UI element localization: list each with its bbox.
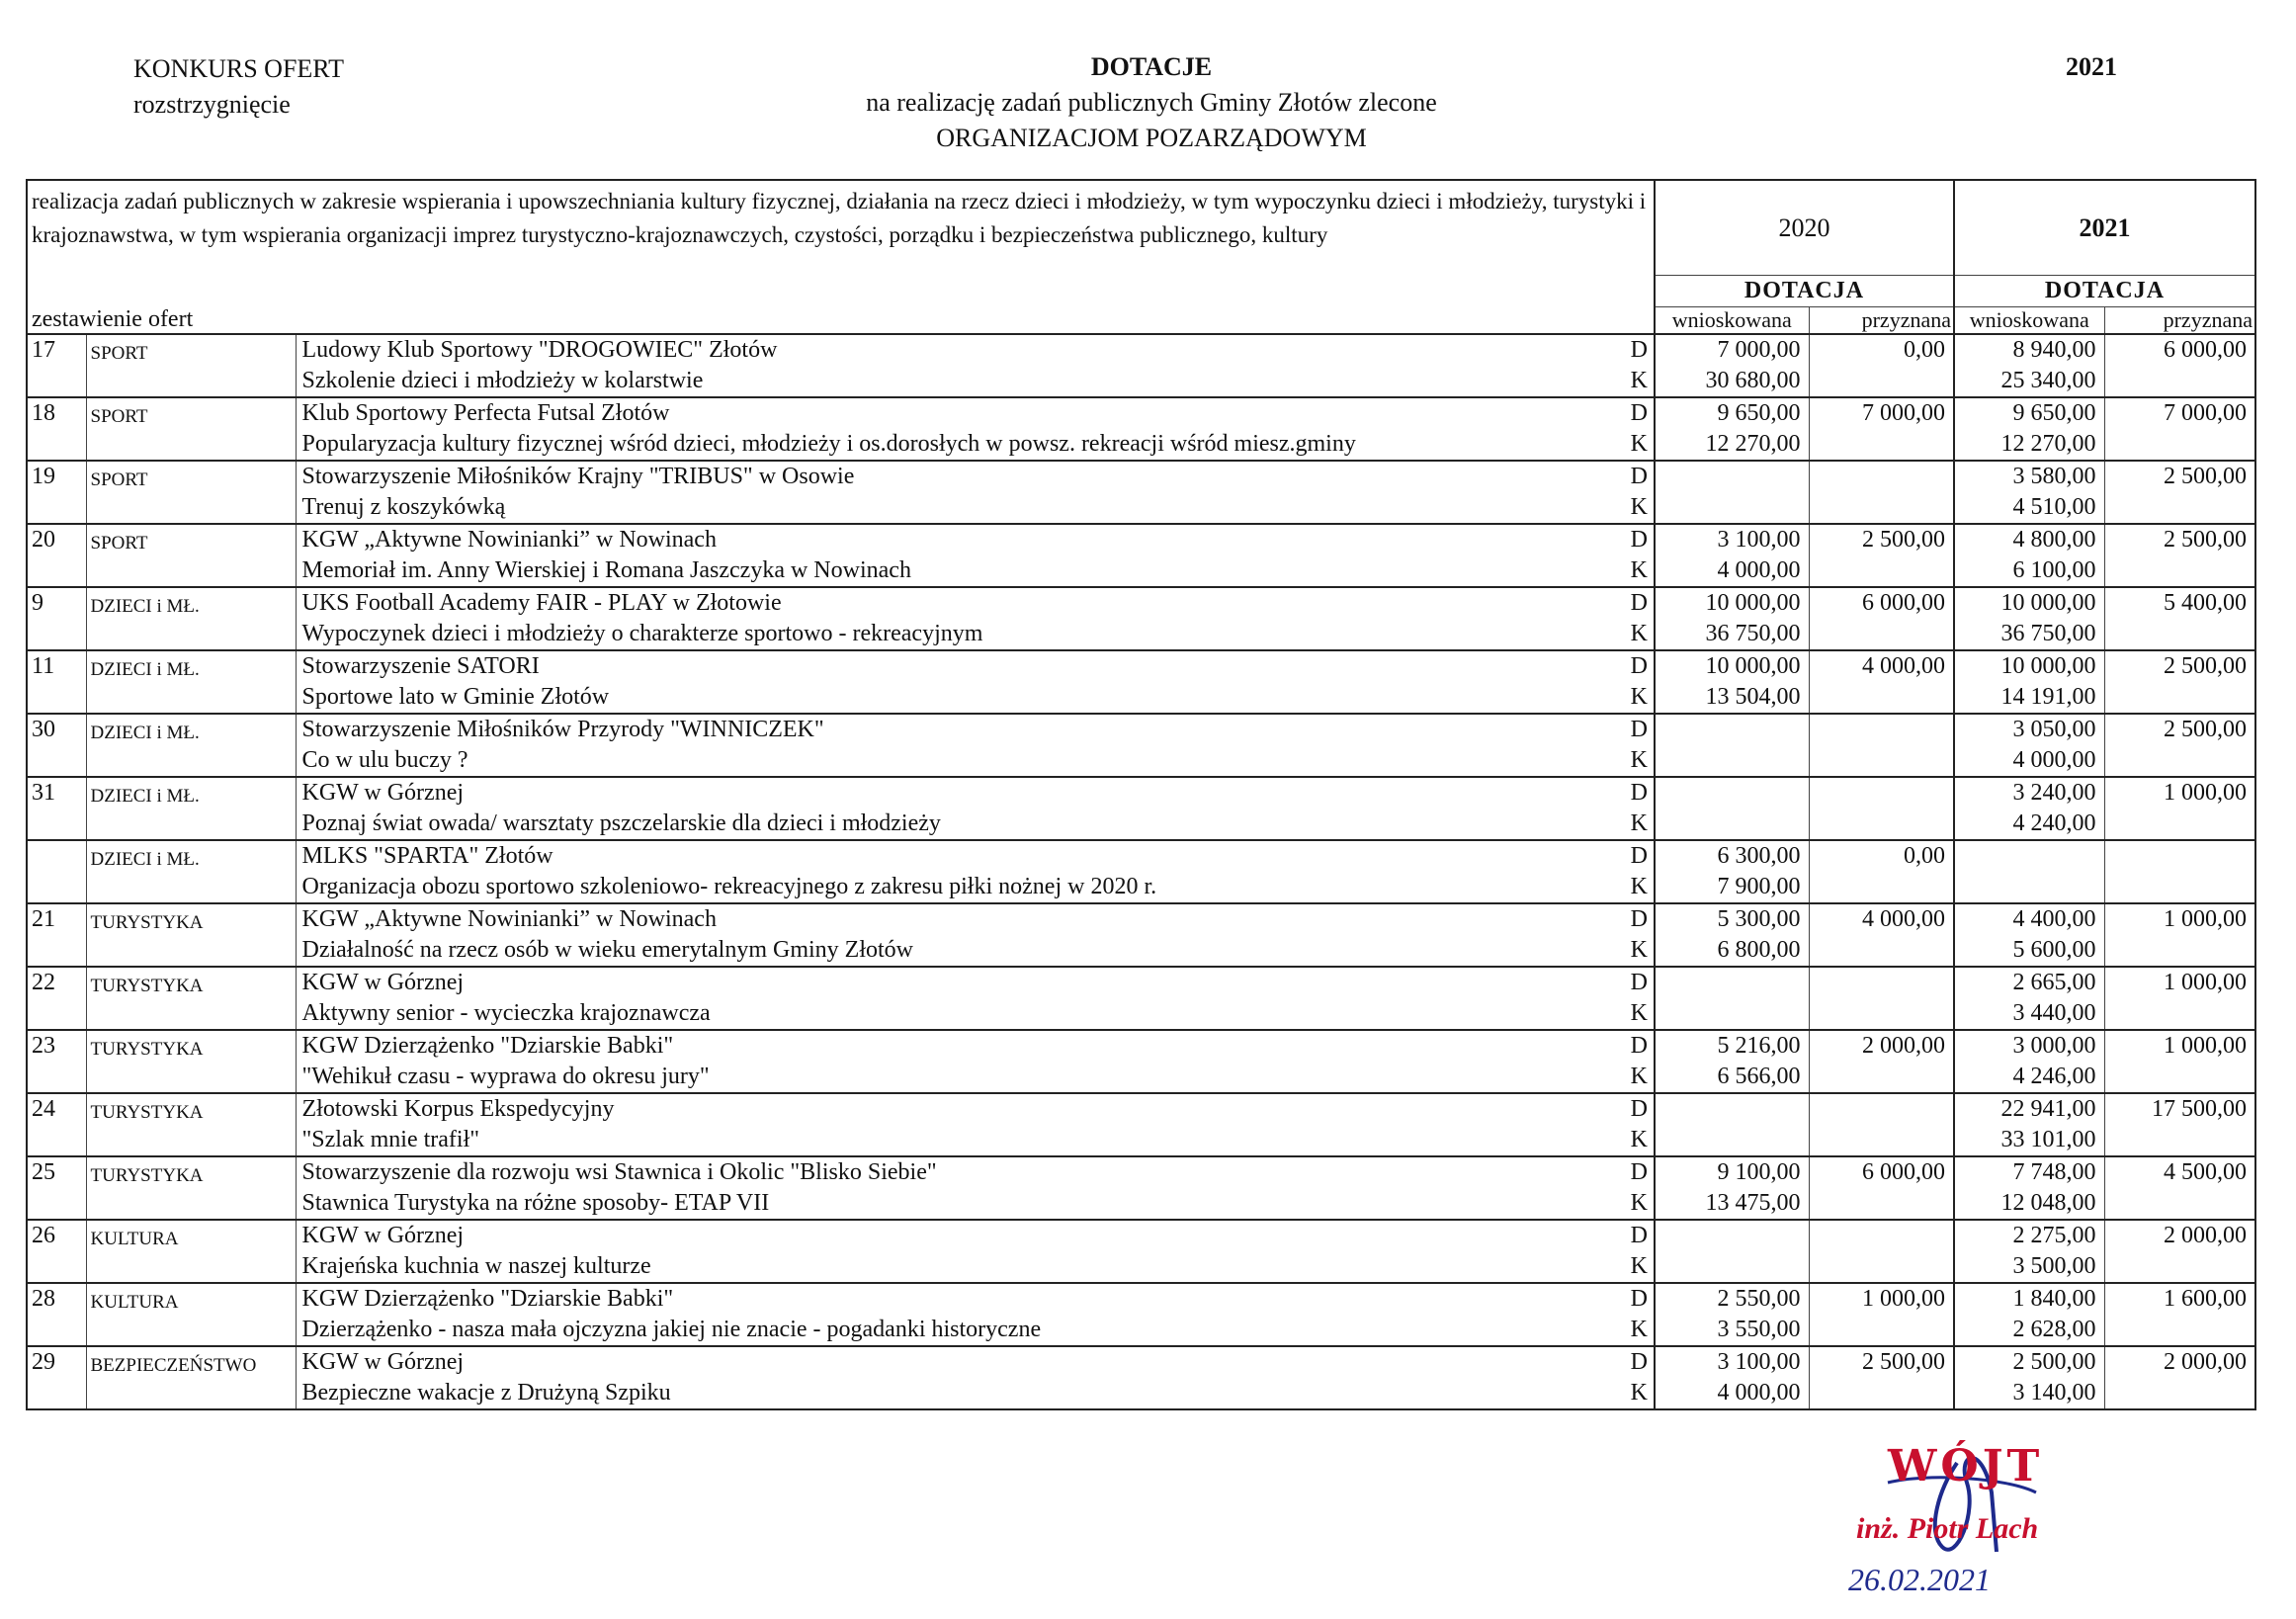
task-name: Aktywny senior - wycieczka krajoznawcza	[301, 999, 711, 1026]
offer-number: 22	[27, 967, 86, 1030]
granted-2021-d: 17 500,00	[2104, 1093, 2255, 1125]
granted-2020-d: 1 000,00	[1809, 1283, 1954, 1315]
granted-2020-d: 6 000,00	[1809, 1156, 1954, 1188]
organization-name: KGW w Górznej	[296, 967, 1615, 998]
offer-category: DZIECI i MŁ.	[86, 840, 296, 903]
offers-table-wrapper	[26, 179, 2256, 1410]
requested-2021-d: 7 748,00	[1954, 1156, 2104, 1188]
empty-cell	[1809, 366, 1954, 397]
task-name: Krajeńska kuchnia w naszej kulturze	[301, 1252, 651, 1279]
granted-2021-d: 1 000,00	[2104, 903, 2255, 935]
task-name: "Szlak mnie trafił"	[301, 1126, 480, 1152]
row-type-k: K	[1615, 1315, 1655, 1346]
dotacja-2020-header: DOTACJA	[1655, 275, 1954, 306]
requested-2021-d: 10 000,00	[1954, 587, 2104, 619]
table-row-cost	[27, 1315, 2255, 1346]
task-name: Działalność na rzecz osób w wieku emerytalnym Gminy Złotów	[301, 936, 913, 963]
offer-number: 23	[27, 1030, 86, 1093]
table-row-cost	[27, 935, 2255, 967]
offers-table	[26, 179, 2256, 1410]
total-cost-2020: 4 000,00	[1655, 555, 1809, 587]
table-row	[27, 524, 2255, 555]
offer-category: TURYSTYKA	[86, 903, 296, 967]
document-title: DOTACJE	[1090, 52, 1213, 81]
table-row-cost	[27, 809, 2255, 840]
granted-2021-d: 2 000,00	[2104, 1346, 2255, 1378]
table-row	[27, 650, 2255, 682]
table-row	[27, 334, 2255, 366]
total-cost-2020: 30 680,00	[1655, 366, 1809, 397]
empty-cell	[2104, 998, 2255, 1030]
empty-cell	[1809, 1251, 1954, 1283]
table-row-cost	[27, 1188, 2255, 1220]
organization-name: Stowarzyszenie SATORI	[296, 650, 1615, 682]
organization-name: UKS Football Academy FAIR - PLAY w Złotowie	[296, 587, 1615, 619]
total-cost-2021: 5 600,00	[1954, 935, 2104, 967]
row-type-k: K	[1615, 935, 1655, 967]
row-type-k: K	[1615, 1378, 1655, 1409]
empty-cell	[2104, 1251, 2255, 1283]
granted-2021-d: 6 000,00	[2104, 334, 2255, 366]
requested-2020-d	[1655, 1220, 1809, 1251]
task-name: Poznaj świat owada/ warsztaty pszczelarskie dla dzieci i młodzieży	[301, 810, 941, 836]
offer-number: 11	[27, 650, 86, 714]
granted-2020-d: 2 000,00	[1809, 1030, 1954, 1062]
row-type-k: K	[1615, 1251, 1655, 1283]
granted-2020-header: przyznana	[1809, 306, 1954, 334]
empty-cell	[2104, 682, 2255, 714]
requested-2021-d: 22 941,00	[1954, 1093, 2104, 1125]
total-cost-2021: 2 628,00	[1954, 1315, 2104, 1346]
total-cost-2021: 25 340,00	[1954, 366, 2104, 397]
requested-2021-d: 1 840,00	[1954, 1283, 2104, 1315]
requested-2020-header: wnioskowana	[1655, 306, 1809, 334]
requested-2020-d	[1655, 461, 1809, 492]
empty-cell	[2104, 935, 2255, 967]
granted-2021-d	[2104, 840, 2255, 872]
offer-category: SPORT	[86, 334, 296, 397]
total-cost-2020	[1655, 492, 1809, 524]
table-row	[27, 1030, 2255, 1062]
empty-cell	[1809, 745, 1954, 777]
empty-cell	[2104, 366, 2255, 397]
organization-name: Stowarzyszenie Miłośników Przyrody "WINNICZEK"	[296, 714, 1615, 745]
granted-2020-d: 7 000,00	[1809, 397, 1954, 429]
requested-2021-d: 4 800,00	[1954, 524, 2104, 555]
table-row-cost	[27, 492, 2255, 524]
empty-cell	[2104, 809, 2255, 840]
offer-category: TURYSTYKA	[86, 1156, 296, 1220]
empty-cell	[1809, 1315, 1954, 1346]
row-type-k: K	[1615, 872, 1655, 903]
row-type-d: D	[1615, 461, 1655, 492]
total-cost-2021: 36 750,00	[1954, 619, 2104, 650]
offer-number: 30	[27, 714, 86, 777]
offer-number: 17	[27, 334, 86, 397]
total-cost-2021: 4 000,00	[1954, 745, 2104, 777]
table-row-cost	[27, 555, 2255, 587]
organization-name: KGW „Aktywne Nowinianki” w Nowinach	[296, 903, 1615, 935]
total-cost-2020: 13 475,00	[1655, 1188, 1809, 1220]
row-type-k: K	[1615, 1188, 1655, 1220]
offer-category: TURYSTYKA	[86, 1093, 296, 1156]
total-cost-2020: 4 000,00	[1655, 1378, 1809, 1409]
offer-number: 18	[27, 397, 86, 461]
offer-number: 20	[27, 524, 86, 587]
task-name: Bezpieczne wakacje z Drużyną Szpiku	[296, 1378, 1615, 1409]
granted-2021-d: 2 500,00	[2104, 714, 2255, 745]
offer-category: DZIECI i MŁ.	[86, 714, 296, 777]
signature-stamp	[1809, 1423, 2145, 1611]
granted-2021-header: przyznana	[2104, 306, 2255, 334]
total-cost-2020: 3 550,00	[1655, 1315, 1809, 1346]
empty-cell	[1809, 809, 1954, 840]
granted-2021-d: 7 000,00	[2104, 397, 2255, 429]
total-cost-2021: 6 100,00	[1954, 555, 2104, 587]
table-row	[27, 903, 2255, 935]
row-type-k: K	[1615, 366, 1655, 397]
header-left	[133, 51, 344, 123]
header-center	[682, 49, 1621, 156]
granted-2020-d: 6 000,00	[1809, 587, 1954, 619]
requested-2021-d: 8 940,00	[1954, 334, 2104, 366]
row-type-k: K	[1615, 809, 1655, 840]
offer-number: 24	[27, 1093, 86, 1156]
total-cost-2021: 4 240,00	[1954, 809, 2104, 840]
requested-2020-d	[1655, 777, 1809, 809]
row-type-d: D	[1615, 1283, 1655, 1315]
requested-2021-d: 2 500,00	[1954, 1346, 2104, 1378]
requested-2020-d: 5 300,00	[1655, 903, 1809, 935]
empty-cell	[1809, 619, 1954, 650]
row-type-d: D	[1615, 334, 1655, 366]
requested-2020-d: 3 100,00	[1655, 1346, 1809, 1378]
row-type-d: D	[1615, 650, 1655, 682]
task-scope-description: realizacja zadań publicznych w zakresie wspierania i upowszechniania kultury fizycznej, działania na rzecz dzieci i młodzieży, w tym wypoczynku dzieci i młodzieży, turystyki i krajoznawstwa, w tym wspierania organizacji imprez turystyczno-krajoznawczych, czystości, porządku i bezpieczeństwa publicznego, kultury	[27, 180, 1655, 275]
offer-category: SPORT	[86, 461, 296, 524]
requested-2020-d: 5 216,00	[1655, 1030, 1809, 1062]
requested-2020-d	[1655, 714, 1809, 745]
table-row-cost	[27, 366, 2255, 397]
empty-cell	[1809, 1125, 1954, 1156]
table-row-cost	[27, 745, 2255, 777]
row-type-k: K	[1615, 619, 1655, 650]
offer-category: DZIECI i MŁ.	[86, 587, 296, 650]
total-cost-2020: 6 800,00	[1655, 935, 1809, 967]
table-row-cost	[27, 998, 2255, 1030]
total-cost-2021: 12 270,00	[1954, 429, 2104, 461]
organization-name: Ludowy Klub Sportowy "DROGOWIEC" Złotów	[296, 334, 1615, 366]
empty-cell	[1809, 872, 1954, 903]
requested-2021-d: 2 665,00	[1954, 967, 2104, 998]
empty-cell	[2104, 1378, 2255, 1409]
offer-number: 28	[27, 1283, 86, 1346]
table-row	[27, 1156, 2255, 1188]
row-type-d: D	[1615, 903, 1655, 935]
offer-number: 9	[27, 587, 86, 650]
row-type-d: D	[1615, 397, 1655, 429]
contest-title: KONKURS OFERT	[133, 54, 344, 83]
task-name: Memoriał im. Anny Wierskiej i Romana Jaszczyka w Nowinach	[301, 556, 911, 583]
requested-2020-d: 3 100,00	[1655, 524, 1809, 555]
row-type-k: K	[1615, 1125, 1655, 1156]
row-type-d: D	[1615, 1346, 1655, 1378]
total-cost-2020: 36 750,00	[1655, 619, 1809, 650]
task-name: Organizacja obozu sportowo szkoleniowo- rekreacyjnego z zakresu piłki nożnej w 2020 r.	[301, 873, 1157, 899]
total-cost-2020	[1655, 809, 1809, 840]
contest-subtitle: rozstrzygnięcie	[133, 90, 291, 119]
requested-2021-header: wnioskowana	[1954, 306, 2104, 334]
task-name: Dzierzążenko - nasza mała ojczyzna jakiej nie znacie - pogadanki historyczne	[301, 1316, 1042, 1342]
requested-2020-d	[1655, 967, 1809, 998]
task-name: Popularyzacja kultury fizycznej wśród dzieci, młodzieży i os.dorosłych w powsz. rekreacji wśród miesz.gminy	[301, 430, 1356, 457]
row-type-d: D	[1615, 967, 1655, 998]
document-subtitle-2: ORGANIZACJOM POZARZĄDOWYM	[936, 124, 1367, 152]
empty-cell	[1809, 935, 1954, 967]
row-type-d: D	[1615, 714, 1655, 745]
table-row	[27, 1346, 2255, 1378]
row-type-d: D	[1615, 587, 1655, 619]
granted-2020-d	[1809, 967, 1954, 998]
offer-category: KULTURA	[86, 1283, 296, 1346]
offers-rows	[27, 334, 2255, 1409]
total-cost-2021: 12 048,00	[1954, 1188, 2104, 1220]
table-row	[27, 777, 2255, 809]
granted-2020-d: 0,00	[1809, 840, 1954, 872]
granted-2020-d	[1809, 1220, 1954, 1251]
offer-number: 26	[27, 1220, 86, 1283]
row-type-k: K	[1615, 492, 1655, 524]
empty-cell	[2104, 1315, 2255, 1346]
empty-cell	[1809, 1378, 1954, 1409]
row-type-k: K	[1615, 682, 1655, 714]
empty-cell	[2104, 429, 2255, 461]
row-type-d: D	[1615, 777, 1655, 809]
row-type-d: D	[1615, 1030, 1655, 1062]
requested-2021-d	[1954, 840, 2104, 872]
table-row-cost	[27, 1378, 2255, 1409]
total-cost-2020: 7 900,00	[1655, 872, 1809, 903]
dotacja-2021-header: DOTACJA	[1954, 275, 2255, 306]
offer-category: BEZPIECZEŃSTWO	[86, 1346, 296, 1409]
granted-2021-d: 4 500,00	[2104, 1156, 2255, 1188]
total-cost-2020	[1655, 1125, 1809, 1156]
requested-2021-d: 3 240,00	[1954, 777, 2104, 809]
total-cost-2021: 4 510,00	[1954, 492, 2104, 524]
table-row-cost	[27, 1062, 2255, 1093]
total-cost-2020: 12 270,00	[1655, 429, 1809, 461]
row-type-d: D	[1615, 1156, 1655, 1188]
total-cost-2020	[1655, 998, 1809, 1030]
total-cost-2021: 14 191,00	[1954, 682, 2104, 714]
requested-2020-d: 6 300,00	[1655, 840, 1809, 872]
granted-2020-d	[1809, 714, 1954, 745]
granted-2021-d: 1 000,00	[2104, 777, 2255, 809]
organization-name: MLKS "SPARTA" Złotów	[296, 840, 1615, 872]
table-row-cost	[27, 682, 2255, 714]
year-2021-header: 2021	[1954, 180, 2255, 275]
organization-name: KGW w Górznej	[296, 1346, 1615, 1378]
task-name: "Wehikuł czasu - wyprawa do okresu jury"	[301, 1063, 710, 1089]
offer-category: TURYSTYKA	[86, 967, 296, 1030]
requested-2021-d: 10 000,00	[1954, 650, 2104, 682]
offer-category: KULTURA	[86, 1220, 296, 1283]
granted-2020-d: 0,00	[1809, 334, 1954, 366]
empty-cell	[2104, 492, 2255, 524]
total-cost-2021: 3 140,00	[1954, 1378, 2104, 1409]
offer-category: TURYSTYKA	[86, 1030, 296, 1093]
requested-2020-d: 9 100,00	[1655, 1156, 1809, 1188]
offer-category: SPORT	[86, 524, 296, 587]
task-name: Stawnica Turystyka na różne sposoby- ETAP VII	[301, 1189, 770, 1216]
table-row	[27, 397, 2255, 429]
table-row	[27, 587, 2255, 619]
row-type-d: D	[1615, 1220, 1655, 1251]
table-row	[27, 1283, 2255, 1315]
granted-2020-d: 2 500,00	[1809, 1346, 1954, 1378]
empty-cell	[1809, 429, 1954, 461]
document-subtitle-1: na realizację zadań publicznych Gminy Złotów zlecone	[866, 88, 1437, 117]
row-type-k: K	[1615, 745, 1655, 777]
granted-2021-d: 2 500,00	[2104, 650, 2255, 682]
granted-2021-d: 2 500,00	[2104, 461, 2255, 492]
table-row-cost	[27, 429, 2255, 461]
organization-name: Stowarzyszenie dla rozwoju wsi Stawnica i Okolic "Blisko Siebie"	[296, 1156, 1615, 1188]
organization-name: KGW w Górznej	[296, 777, 1615, 809]
organization-name: Klub Sportowy Perfecta Futsal Złotów	[296, 397, 1615, 429]
empty-cell	[2104, 555, 2255, 587]
empty-cell	[2104, 872, 2255, 903]
granted-2021-d: 1 600,00	[2104, 1283, 2255, 1315]
table-row	[27, 714, 2255, 745]
total-cost-2021: 4 246,00	[1954, 1062, 2104, 1093]
table-row	[27, 1220, 2255, 1251]
granted-2020-d: 4 000,00	[1809, 650, 1954, 682]
row-type-d: D	[1615, 524, 1655, 555]
empty-cell	[1809, 998, 1954, 1030]
organization-name: KGW Dzierzążenko "Dziarskie Babki"	[296, 1030, 1615, 1062]
year-2020-header: 2020	[1655, 180, 1954, 275]
table-row	[27, 1093, 2255, 1125]
granted-2020-d	[1809, 777, 1954, 809]
total-cost-2020: 6 566,00	[1655, 1062, 1809, 1093]
total-cost-2020	[1655, 1251, 1809, 1283]
empty-cell	[2104, 745, 2255, 777]
requested-2021-d: 2 275,00	[1954, 1220, 2104, 1251]
offer-category: DZIECI i MŁ.	[86, 777, 296, 840]
empty-cell	[2104, 619, 2255, 650]
organization-name: KGW Dzierzążenko "Dziarskie Babki"	[296, 1283, 1615, 1315]
requested-2021-d: 4 400,00	[1954, 903, 2104, 935]
organization-name: KGW w Górznej	[296, 1220, 1615, 1251]
organization-name: Złotowski Korpus Ekspedycyjny	[296, 1093, 1615, 1125]
offer-number	[27, 840, 86, 903]
table-row-cost	[27, 619, 2255, 650]
row-type-d: D	[1615, 1093, 1655, 1125]
granted-2021-d: 2 000,00	[2104, 1220, 2255, 1251]
granted-2021-d: 2 500,00	[2104, 524, 2255, 555]
offer-category: SPORT	[86, 397, 296, 461]
stamp-name: inż. Piotr Lach	[1856, 1512, 2039, 1545]
task-name: Trenuj z koszykówką	[301, 493, 506, 520]
requested-2020-d: 9 650,00	[1655, 397, 1809, 429]
offer-category: DZIECI i MŁ.	[86, 650, 296, 714]
granted-2020-d	[1809, 1093, 1954, 1125]
task-name: Wypoczynek dzieci i młodzieży o charakterze sportowo - rekreacyjnym	[301, 620, 983, 646]
offer-number: 19	[27, 461, 86, 524]
requested-2021-d: 3 050,00	[1954, 714, 2104, 745]
requested-2020-d: 7 000,00	[1655, 334, 1809, 366]
task-name: Szkolenie dzieci i młodzieży w kolarstwie	[301, 367, 704, 393]
empty-cell	[2104, 1125, 2255, 1156]
empty-cell	[2104, 1062, 2255, 1093]
offer-number: 31	[27, 777, 86, 840]
granted-2020-d	[1809, 461, 1954, 492]
table-row-cost	[27, 872, 2255, 903]
total-cost-2021: 3 440,00	[1954, 998, 2104, 1030]
requested-2021-d: 3 580,00	[1954, 461, 2104, 492]
signature-date: 26.02.2021	[1848, 1562, 1991, 1597]
stamp-title: WÓJT	[1888, 1441, 2044, 1491]
requested-2020-d: 10 000,00	[1655, 587, 1809, 619]
requested-2020-d: 2 550,00	[1655, 1283, 1809, 1315]
table-row-cost	[27, 1125, 2255, 1156]
offer-number: 29	[27, 1346, 86, 1409]
task-name: Co w ulu buczy ?	[301, 746, 468, 773]
granted-2020-d: 4 000,00	[1809, 903, 1954, 935]
granted-2021-d: 1 000,00	[2104, 967, 2255, 998]
organization-name: KGW „Aktywne Nowinianki” w Nowinach	[296, 524, 1615, 555]
granted-2020-d: 2 500,00	[1809, 524, 1954, 555]
table-row	[27, 967, 2255, 998]
row-type-k: K	[1615, 998, 1655, 1030]
task-name: Sportowe lato w Gminie Złotów	[301, 683, 610, 710]
table-row-cost	[27, 1251, 2255, 1283]
organization-name: Stowarzyszenie Miłośników Krajny "TRIBUS" w Osowie	[296, 461, 1615, 492]
row-type-k: K	[1615, 555, 1655, 587]
table-row	[27, 840, 2255, 872]
offer-number: 25	[27, 1156, 86, 1220]
row-type-k: K	[1615, 429, 1655, 461]
requested-2021-d: 9 650,00	[1954, 397, 2104, 429]
total-cost-2020: 13 504,00	[1655, 682, 1809, 714]
total-cost-2020	[1655, 745, 1809, 777]
row-type-k: K	[1615, 1062, 1655, 1093]
empty-cell	[1809, 555, 1954, 587]
row-type-d: D	[1615, 840, 1655, 872]
empty-cell	[1809, 1188, 1954, 1220]
empty-cell	[1809, 1062, 1954, 1093]
empty-cell	[1809, 492, 1954, 524]
requested-2021-d: 3 000,00	[1954, 1030, 2104, 1062]
offers-summary-label: zestawienie ofert	[27, 306, 1655, 334]
granted-2021-d: 1 000,00	[2104, 1030, 2255, 1062]
header-year: 2021	[2066, 52, 2117, 81]
offer-number: 21	[27, 903, 86, 967]
total-cost-2021: 33 101,00	[1954, 1125, 2104, 1156]
requested-2020-d	[1655, 1093, 1809, 1125]
table-row	[27, 461, 2255, 492]
empty-cell	[1809, 682, 1954, 714]
granted-2021-d: 5 400,00	[2104, 587, 2255, 619]
total-cost-2021	[1954, 872, 2104, 903]
total-cost-2021: 3 500,00	[1954, 1251, 2104, 1283]
empty-cell	[2104, 1188, 2255, 1220]
requested-2020-d: 10 000,00	[1655, 650, 1809, 682]
